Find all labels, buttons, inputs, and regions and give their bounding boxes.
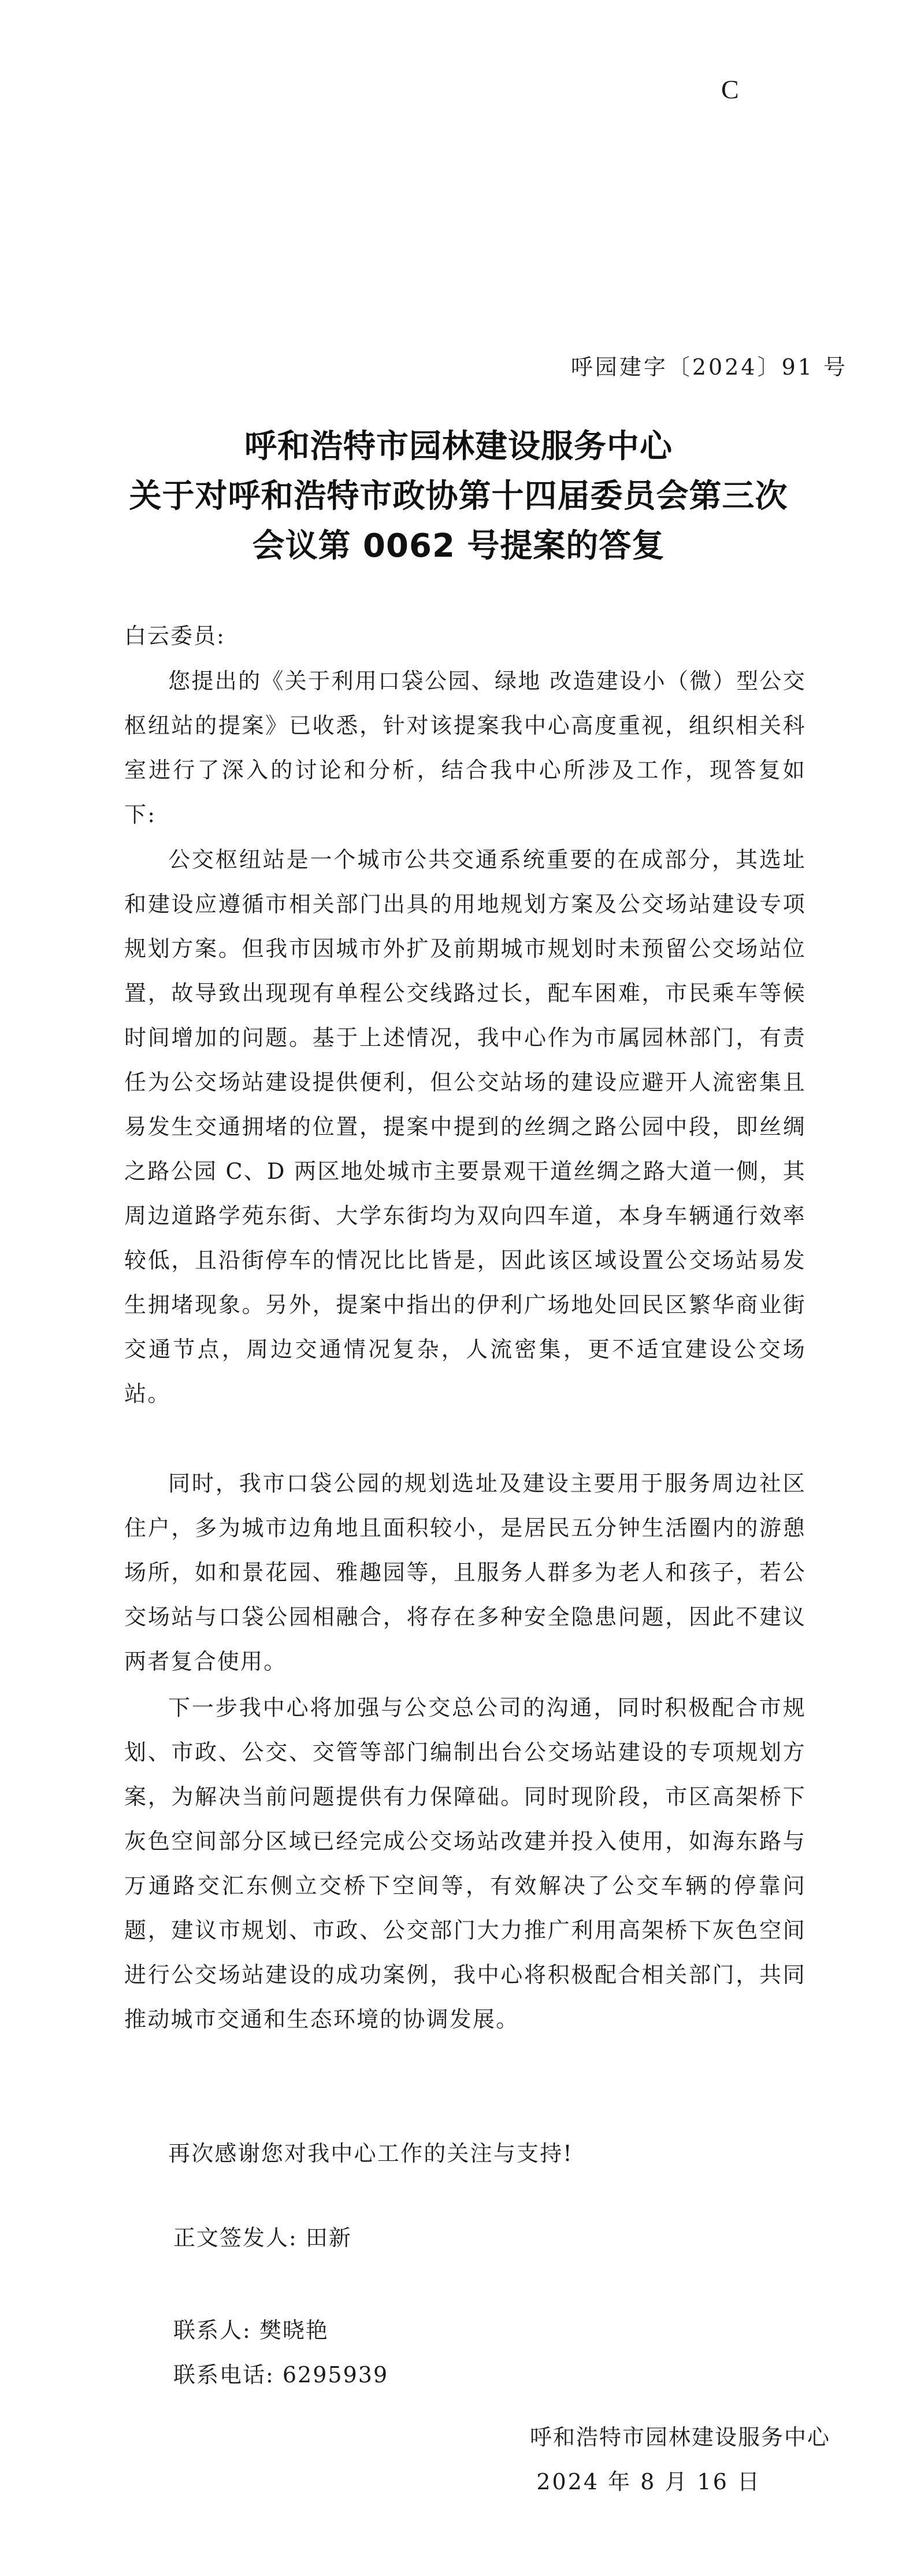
title-line-1: 呼和浩特市园林建设服务中心 (244, 428, 673, 465)
issuing-organization: 呼和浩特市园林建设服务中心 (529, 2425, 830, 2450)
issue-date: 2024 年 8 月 16 日 (536, 2469, 761, 2494)
corner-mark: C (721, 75, 739, 104)
paragraph-5: 再次感谢您对我中心工作的关注与支持! (168, 2141, 573, 2166)
document-title (0, 422, 917, 571)
paragraph-2: 公交枢纽站是一个城市公共交通系统重要的在成部分，其选址和建设应遵循市相关部门出具的用地规划方案及公交场站建设专项规划方案。但我市因城市外扩及前期城市规划时未预留公交场站位置，故导致出现现有单程公交线路过长，配车困难，市民乘车等候时间增加的问题。基于上述情况，我中心作为市属园林部门，有责任为公交场站建设提供便利，但公交站场的建设应避开人流密集且易发生交通拥堵的位置，提案中提到的丝绸之路公园中段，即丝绸之路公园 C、D 两区地处城市主要景观干道丝绸之路大道一侧，其周边道路学苑东街、大学东街均为双向四车道，本身车辆通行效率较低，且沿街停车的情况比比皆是，因此该区域设置公交场站易发生拥堵现象。另外，提案中指出的伊利广场地处回民区繁华商业街交通节点，周边交通情况复杂，人流密集，更不适宜建设公交场站。 (124, 847, 806, 1407)
paragraph-3: 同时，我市口袋公园的规划选址及建设主要用于服务周边社区住户，多为城市边角地且面积较小，是居民五分钟生活圈内的游憩场所，如和景花园、雅趣园等，且服务人群多为老人和孩子，若公交场站与口袋公园相融合，将存在多种安全隐患问题，因此不建议两者复合使用。 (124, 1471, 806, 1674)
paragraph-1: 您提出的《关于利用口袋公园、绿地 改造建设小（微）型公交枢纽站的提案》已收悉，针对该提案我中心高度重视，组织相关科室进行了深入的讨论和分析，结合我中心所涉及工作，现答复如下: (124, 668, 806, 827)
contact-phone: 联系电话: 6295939 (173, 2362, 389, 2388)
salutation: 白云委员: (124, 623, 225, 649)
title-line-3: 会议第 0062 号提案的答复 (252, 527, 665, 565)
signer: 正文签发人: 田新 (173, 2225, 352, 2251)
title-line-2: 关于对呼和浩特市政协第十四届委员会第三次 (129, 478, 788, 515)
document-number: 呼园建字〔2024〕91 号 (570, 354, 848, 380)
contact-person: 联系人: 樊晓艳 (173, 2318, 329, 2343)
paragraph-4: 下一步我中心将加强与公交总公司的沟通，同时积极配合市规划、市政、公交、交管等部门编制出台公交场站建设的专项规划方案，为解决当前问题提供有力保障础。同时现阶段，市区高架桥下灰色空间部分区域已经完成公交场站改建并投入使用，如海东路与万通路交汇东侧立交桥下空间等，有效解决了公交车辆的停靠问题，建议市规划、市政、公交部门大力推广利用高架桥下灰色空间进行公交场站建设的成功案例，我中心将积极配合相关部门，共同推动城市交通和生态环境的协调发展。 (124, 1695, 806, 2032)
